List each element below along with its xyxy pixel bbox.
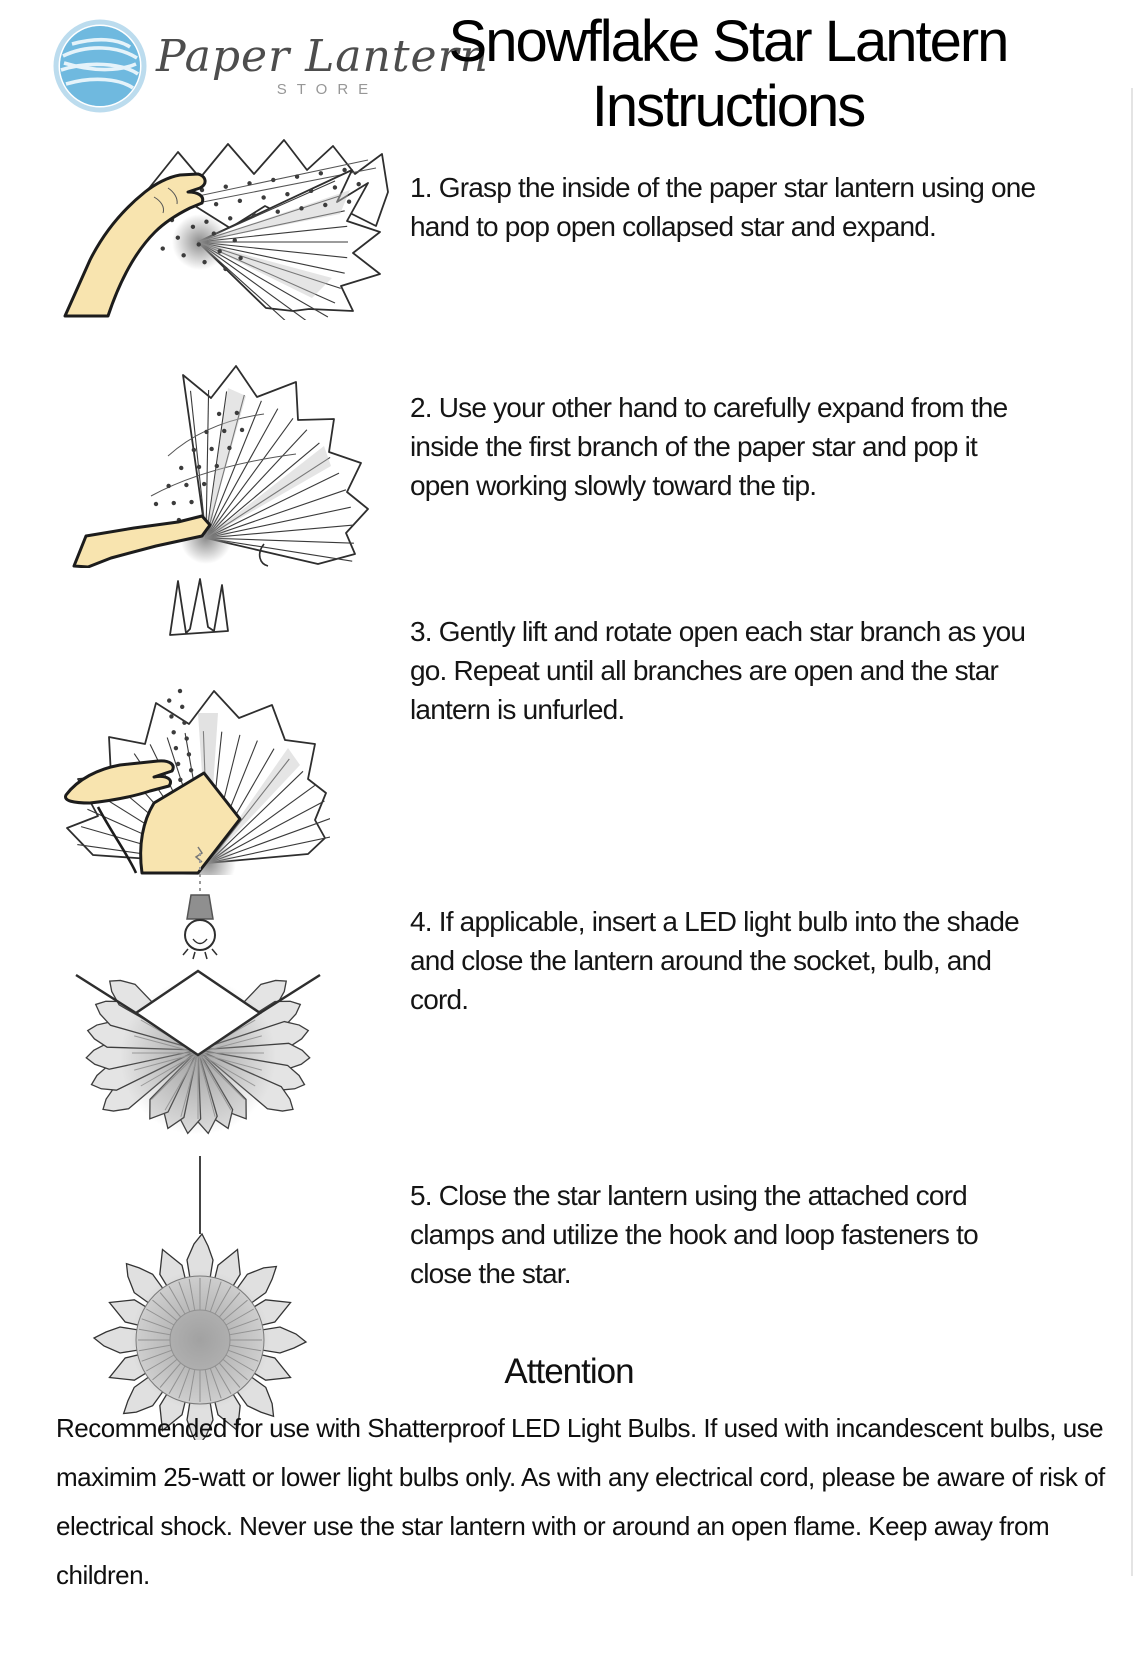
brand-subtitle: STORE <box>276 80 379 98</box>
step-4-text: 4. If applicable, insert a LED light bulb into the shade and close the lantern around the socket, bulb, and cord. <box>410 906 1019 1015</box>
step-3-text: 3. Gently lift and rotate open each star branch as you go. Repeat until all branches are open and the star lantern is unfurled. <box>410 616 1026 725</box>
page-title-line2: Instructions <box>591 73 865 139</box>
step-5-text: 5. Close the star lantern using the attached cord clamps and utilize the hook and loop fasteners to close the star. <box>410 1180 978 1289</box>
attention-heading: Attention <box>504 1352 634 1391</box>
brand-name: Paper Lantern <box>156 30 489 82</box>
warning-text: Recommended for use with Shatterproof LED Light Bulbs. If used with incandescent bulbs, use maximim 25-watt or lower light bulbs only. As with any electrical cord, please be aware of risk of electrical shock. Never use the star lantern with or around an open flame. Keep away from children. <box>56 1413 1105 1590</box>
collapsed-star-drawing <box>146 140 388 320</box>
step-3-illustration <box>58 573 330 875</box>
light-bulb-drawing <box>183 847 217 959</box>
lantern-logo-icon <box>52 18 148 114</box>
scan-artifact-line <box>1131 88 1133 1576</box>
page-title-line1: Snowflake Star Lantern <box>448 9 1008 74</box>
step-1-illustration <box>50 130 398 320</box>
step-2-text: 2. Use your other hand to carefully expand from the inside the first branch of the paper star and pop it open working slowly toward the tip. <box>410 392 1008 501</box>
step-4-illustration <box>48 845 350 1145</box>
page-title <box>398 10 1058 140</box>
step-1-text: 1. Grasp the inside of the paper star lantern using one hand to pop open collapsed star and expand. <box>410 172 1036 242</box>
open-star-drawing <box>76 971 320 1135</box>
step-5-illustration <box>48 1148 350 1440</box>
step-2-illustration <box>56 326 388 568</box>
